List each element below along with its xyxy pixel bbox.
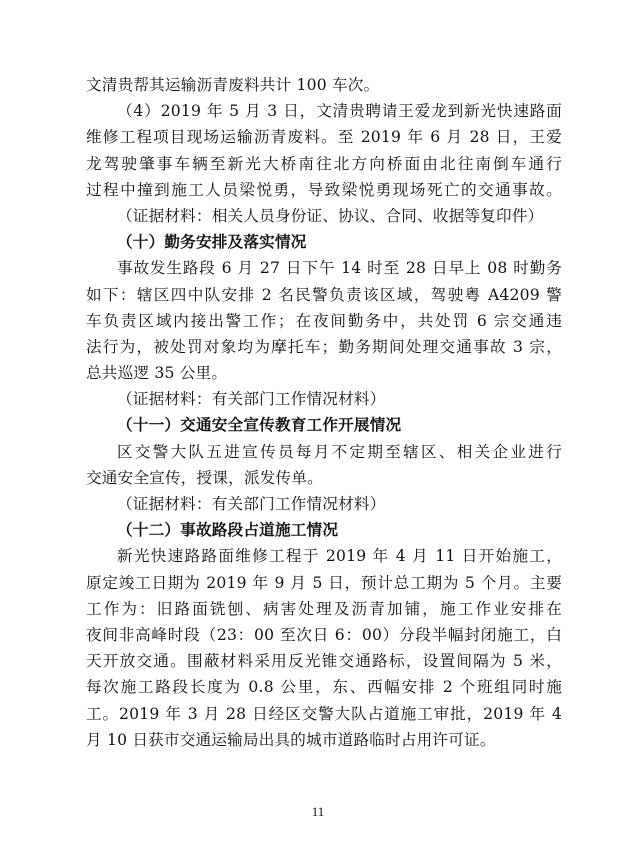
text-line: 龙驾驶肇事车辆至新光大桥南往北方向桥面由北往南倒车通行: [86, 154, 562, 173]
text-line: 维修工程项目现场运输沥青废料。至 2019 年 6 月 28 日，王爱: [86, 128, 562, 147]
text-line: 文清贵帮其运输沥青废料共计 100 车次。: [86, 76, 380, 94]
text-line: 如下：辖区四中队安排 2 名民警负责该区域，驾驶粤 A4209 警: [86, 285, 562, 304]
text-line: 工作为：旧路面铣刨、病害处理及沥青加铺，施工作业安排在: [86, 599, 562, 618]
text-line: 车负责区域内接出警工作；在夜间勤务中，共处罚 6 宗交通违: [86, 311, 562, 330]
text-line: 事故发生路段 6 月 27 日下午 14 时至 28 日早上 08 时勤务: [117, 259, 562, 278]
section-heading: （十）勤务安排及落实情况: [117, 233, 307, 252]
text-line: 区交警大队五进宣传员每月不定期至辖区、相关企业进行: [117, 442, 562, 461]
text-line: 法行为，被处罚对象均为摩托车；勤务期间处理交通事故 3 宗，: [86, 337, 562, 356]
text-line: 每次施工路段长度为 0.8 公里，东、西幅安排 2 个班组同时施: [86, 678, 562, 697]
page-number: 11: [311, 804, 325, 819]
evidence-note: （证据材料：有关部门工作情况材料）: [117, 495, 386, 513]
text-line: 过程中撞到施工人员梁悦勇，导致梁悦勇现场死亡的交通事故。: [86, 180, 562, 199]
text-line: 交通安全宣传，授课，派发传单。: [86, 468, 323, 487]
text-line: 夜间非高峰时段（23：00 至次日 6：00）分段半幅封闭施工，白: [86, 625, 562, 644]
evidence-note: （证据材料：有关部门工作情况材料）: [117, 390, 386, 409]
document-body: [86, 72, 562, 753]
evidence-note: （证据材料：相关人员身份证、协议、合同、收据等复印件）: [117, 206, 544, 225]
text-line: 新光快速路路面维修工程于 2019 年 4 月 11 日开始施工，: [117, 547, 562, 566]
text-line: （4）2019 年 5 月 3 日，文清贵聘请王爱龙到新光快速路面: [117, 102, 562, 121]
text-line: 工。2019 年 3 月 28 日经区交警大队占道施工审批，2019 年 4: [86, 704, 562, 723]
text-line: 天开放交通。围蔽材料采用反光锥交通路标，设置间隔为 5 米，: [86, 652, 562, 671]
section-heading: （十一）交通安全宣传教育工作开展情况: [117, 416, 402, 435]
section-heading: （十二）事故路段占道施工情况: [117, 521, 339, 540]
text-line: 总共巡逻 35 公里。: [86, 364, 228, 383]
text-line: 原定竣工日期为 2019 年 9 月 5 日，预计总工期为 5 个月。主要: [86, 573, 562, 592]
text-line: 月 10 日获市交通运输局出具的城市道路临时占用许可证。: [86, 730, 496, 749]
